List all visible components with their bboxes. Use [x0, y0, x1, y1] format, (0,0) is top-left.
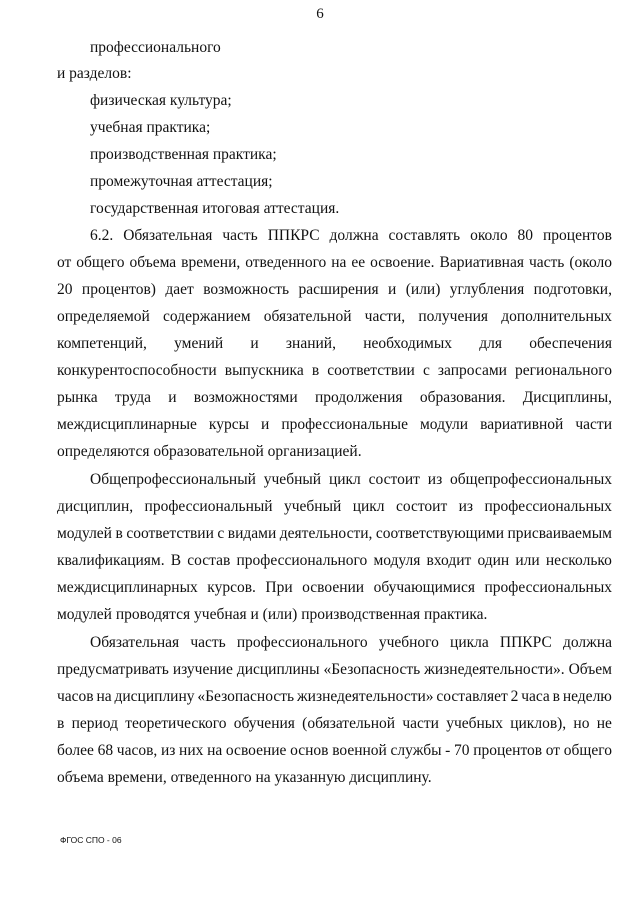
word: обеспечения — [529, 335, 612, 352]
footer-code: ФГОС СПО - 06 — [60, 835, 122, 845]
word: около — [470, 227, 508, 244]
word: модулей — [57, 525, 112, 542]
word: и — [388, 281, 397, 298]
paragraph-line — [57, 741, 612, 761]
word: состоит — [368, 471, 420, 488]
word: них — [179, 742, 204, 759]
word: составлять — [388, 227, 461, 244]
word: возможность — [203, 281, 290, 298]
word: циклов), — [510, 715, 567, 732]
word: профессионального — [236, 552, 368, 569]
word: и — [261, 416, 270, 433]
word: определяемой — [57, 308, 150, 325]
word: из — [160, 742, 176, 759]
word: Объем — [568, 661, 612, 678]
word: в — [311, 362, 320, 379]
word: 68 — [97, 742, 114, 759]
word: вариативной — [480, 416, 564, 433]
word: модуля — [373, 552, 421, 569]
word: учебных — [446, 715, 503, 732]
word: освоение. — [370, 254, 435, 271]
word: знаний, — [285, 335, 336, 352]
word: компетенций, — [57, 335, 147, 352]
word: «Безопасность — [323, 661, 421, 678]
word: предусматривать — [57, 661, 169, 678]
paragraph-line — [57, 578, 612, 598]
word: 80 — [517, 227, 534, 244]
word: на — [331, 254, 347, 271]
word: междисциплинарных — [57, 579, 198, 596]
paragraph-line — [57, 497, 612, 517]
word: продолжения — [314, 389, 403, 406]
word: процентов) — [81, 281, 156, 298]
word: от — [545, 742, 561, 759]
word: общего — [563, 742, 612, 759]
word: жизнедеятельности» — [296, 688, 434, 705]
word: жизнедеятельности». — [424, 661, 565, 678]
word: рынка — [57, 389, 98, 406]
word: Обязательная — [123, 227, 213, 244]
word: обучения — [233, 715, 295, 732]
word: дисциплину — [114, 688, 195, 705]
word: цикла — [450, 634, 489, 651]
word: часть — [222, 227, 258, 244]
word: модули — [419, 416, 469, 433]
word: освоение — [225, 742, 287, 759]
word: профессионального — [236, 634, 368, 651]
word: Вариативная — [439, 254, 524, 271]
word: с — [422, 362, 430, 379]
paragraph-line — [57, 253, 612, 273]
paragraph-line — [57, 334, 612, 354]
word: основ — [290, 742, 329, 759]
paragraph-line — [57, 551, 612, 571]
word: от — [57, 254, 72, 271]
word: междисциплинарные — [57, 416, 197, 433]
word: возможностями — [193, 389, 298, 406]
word: курсов. — [207, 579, 256, 596]
word: запросами — [437, 362, 507, 379]
word: соответствии — [327, 362, 415, 379]
word: профессиональные — [281, 416, 408, 433]
word: состоит — [395, 498, 448, 515]
word: общепрофессиональных — [450, 471, 612, 488]
page-number: 6 — [316, 6, 324, 22]
word: и — [168, 389, 177, 406]
paragraph-line — [57, 415, 612, 435]
word: не — [596, 715, 612, 732]
word: (около — [569, 254, 612, 271]
word: изучение — [172, 661, 233, 678]
word: часов — [57, 688, 94, 705]
word: теоретического — [125, 715, 227, 732]
list-line: профессионального — [90, 39, 221, 56]
word: курсы — [208, 416, 250, 433]
paragraph-line — [57, 388, 612, 408]
word: процентов — [543, 227, 612, 244]
word: регионального — [515, 362, 612, 379]
word: 6.2. — [90, 227, 114, 244]
word: общего — [76, 254, 125, 271]
word: процентов — [473, 742, 543, 759]
paragraph-line — [57, 280, 612, 300]
word: умений — [174, 335, 224, 352]
word: дисциплин, — [57, 498, 134, 515]
word: или — [515, 552, 540, 569]
word: учебного — [378, 634, 439, 651]
word: профессиональный — [144, 498, 273, 515]
word: времени, — [181, 254, 241, 271]
word: несколько — [545, 552, 612, 569]
word: военной — [332, 742, 387, 759]
paragraph-line — [57, 307, 612, 327]
list-line: учебная практика; — [90, 119, 211, 136]
list-line: и разделов: — [57, 65, 132, 82]
word: но — [573, 715, 590, 732]
word: необходимых — [363, 335, 453, 352]
word: объема — [129, 254, 177, 271]
word: ППКРС — [267, 227, 320, 244]
list-line: производственная практика; — [90, 146, 277, 163]
word: период — [71, 715, 118, 732]
word: Обязательная — [90, 634, 180, 651]
word: дает — [165, 281, 194, 298]
word: присваиваемым — [507, 525, 612, 542]
word: части — [575, 416, 612, 433]
word: видами — [227, 525, 277, 542]
word: В — [170, 552, 182, 569]
word: При — [265, 579, 293, 596]
paragraph-line — [57, 660, 612, 680]
word: часа — [521, 688, 550, 705]
paragraph-line: модулей проводятся учебная и (или) производственная практика. — [57, 606, 488, 623]
word: службы — [390, 742, 442, 759]
word: часть — [528, 254, 565, 271]
paragraph-line — [57, 714, 612, 734]
word: учебный — [283, 498, 342, 515]
word: в — [57, 715, 65, 732]
word: соответствии — [126, 525, 214, 542]
word: деятельности, — [279, 525, 373, 542]
word: 70 — [454, 742, 470, 759]
list-line: государственная итоговая аттестация. — [90, 200, 340, 217]
paragraph-line — [57, 524, 612, 544]
word: часть — [190, 634, 226, 651]
word: подготовки, — [533, 281, 612, 298]
word: учебный — [263, 471, 322, 488]
word: труда — [114, 389, 151, 406]
word: соответствующими — [375, 525, 505, 542]
word: из — [427, 471, 443, 488]
word: из — [458, 498, 474, 515]
word: 20 — [57, 281, 73, 298]
word: цикл — [352, 498, 385, 515]
word: расширения — [298, 281, 379, 298]
word: (обязательной — [302, 715, 396, 732]
paragraph-line — [90, 226, 612, 246]
list-line: физическая культура; — [90, 92, 232, 109]
word: для — [479, 335, 502, 352]
word: должна — [329, 227, 379, 244]
word: 2 — [510, 688, 519, 705]
word: состав — [187, 552, 231, 569]
paragraph-line: объема времени, отведенного на указанную дисциплину. — [57, 769, 432, 786]
word: цикл — [328, 471, 361, 488]
word: неделю — [562, 688, 612, 705]
paragraph-line: определяются образовательной организацией. — [57, 443, 362, 460]
word: образования. — [419, 389, 506, 406]
word: с — [217, 525, 225, 542]
word: Общепрофессиональный — [90, 471, 256, 488]
word: ППКРС — [499, 634, 552, 651]
word: получения — [418, 308, 489, 325]
word: один — [477, 552, 510, 569]
word: в — [115, 525, 123, 542]
word: ее — [351, 254, 366, 271]
word: (или) — [405, 281, 441, 298]
word: часов, — [116, 742, 158, 759]
word: «Безопасность — [197, 688, 295, 705]
word: обязательной — [263, 308, 352, 325]
word: части — [402, 715, 439, 732]
word: конкурентоспособности — [57, 362, 217, 379]
word: дисциплины — [236, 661, 320, 678]
word: должна — [562, 634, 612, 651]
word: углубления — [449, 281, 525, 298]
word: на — [207, 742, 223, 759]
paragraph-line — [90, 633, 612, 653]
word: профессиональных — [484, 579, 612, 596]
paragraph-line — [90, 470, 612, 490]
paragraph-line — [57, 687, 612, 707]
word: содержанием — [163, 308, 251, 325]
word: в — [552, 688, 560, 705]
word: выпускника — [224, 362, 304, 379]
word: отведенного — [245, 254, 327, 271]
word: и — [250, 335, 259, 352]
word: более — [57, 742, 94, 759]
word: составляет — [436, 688, 508, 705]
word: части, — [364, 308, 406, 325]
list-line: промежуточная аттестация; — [90, 173, 273, 190]
word: профессиональных — [484, 498, 612, 515]
word: дополнительных — [501, 308, 612, 325]
word: - — [445, 742, 451, 759]
word: квалификациям. — [57, 552, 165, 569]
word: входит — [426, 552, 472, 569]
word: обучающимися — [373, 579, 475, 596]
paragraph-line — [57, 361, 612, 381]
word: на — [96, 688, 112, 705]
word: Дисциплины, — [522, 389, 612, 406]
word: освоении — [302, 579, 365, 596]
